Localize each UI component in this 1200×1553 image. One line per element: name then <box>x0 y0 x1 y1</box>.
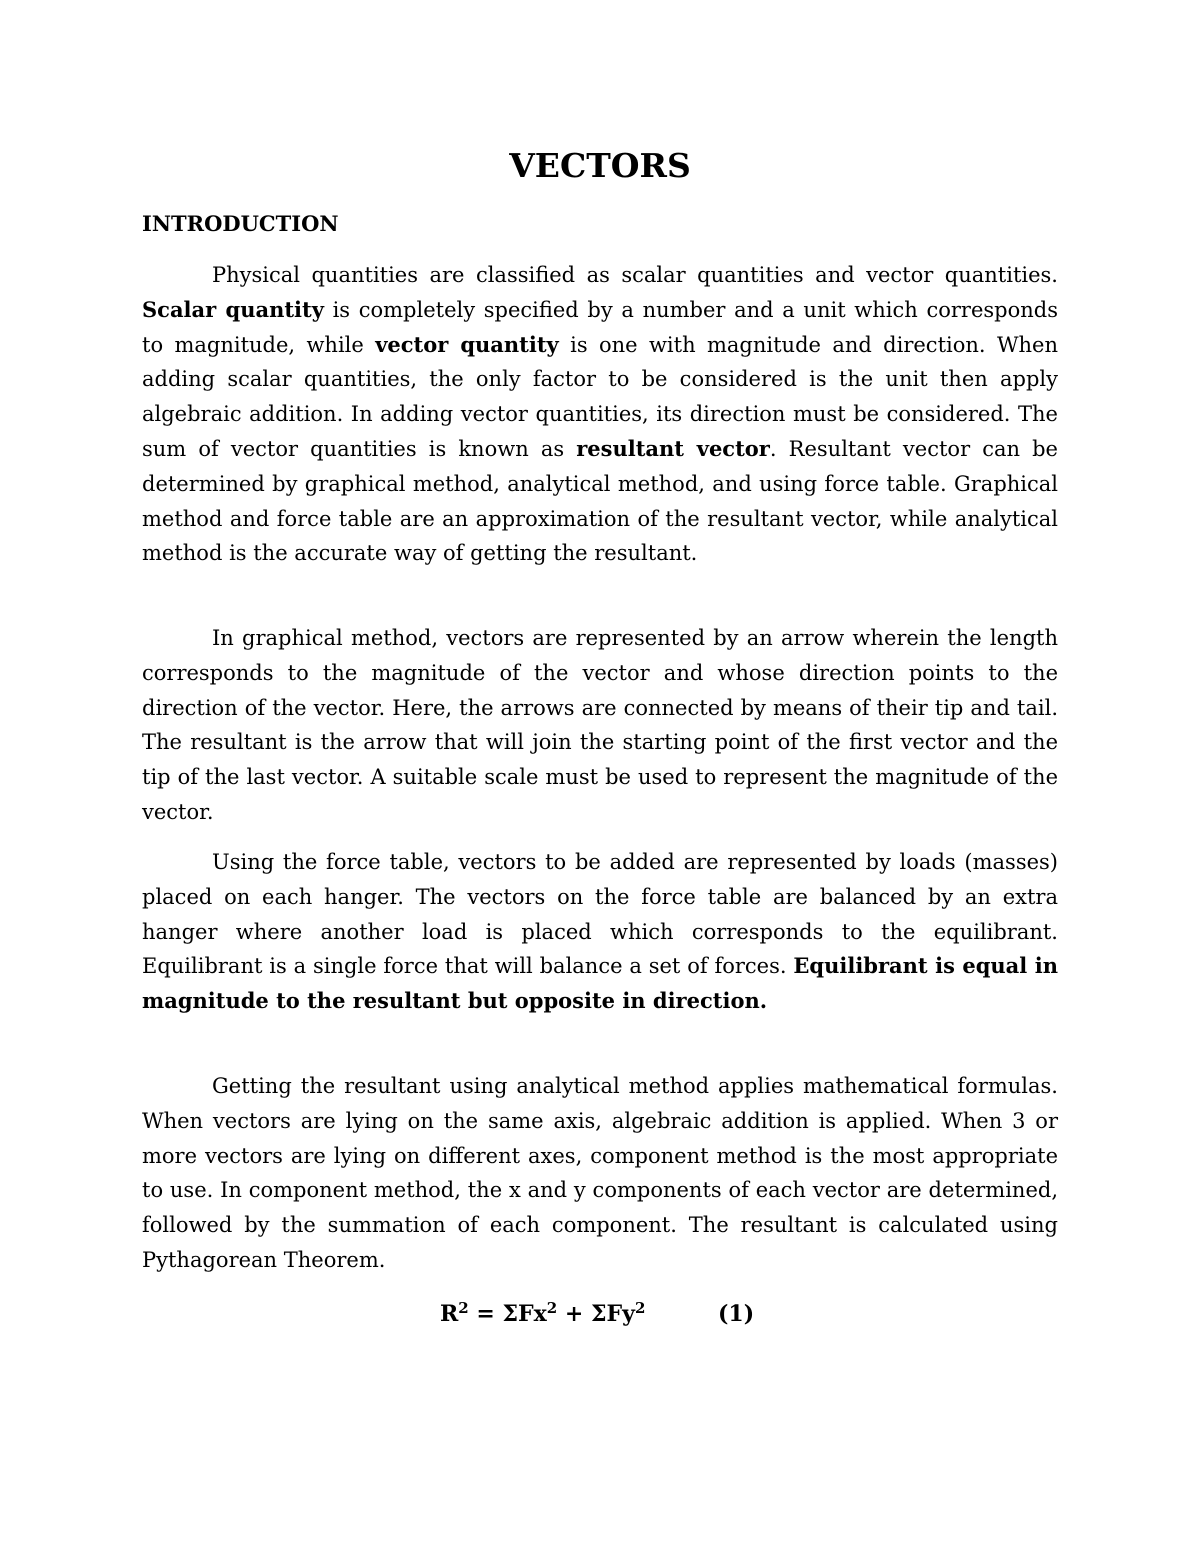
paragraph-introduction <box>142 258 1058 571</box>
equation-number: (1) <box>718 1301 755 1327</box>
equation-operator: = <box>468 1301 503 1327</box>
equation-expression <box>440 1296 645 1332</box>
text-run: is one with magnitude and direction. When adding scalar quantities, the only factor to be considered is the unit then apply algebraic addition. In adding vector quantities, its direction must be considered. The sum of vector quantities is known as <box>142 332 1058 461</box>
equation-exponent: 2 <box>634 1299 646 1317</box>
equation-exponent: 2 <box>458 1299 469 1317</box>
equation-term: ΣFx <box>502 1301 547 1327</box>
equation-term: ΣFy <box>591 1301 635 1327</box>
equation-term: R <box>440 1301 459 1327</box>
equation-operator: + <box>557 1301 591 1327</box>
section-heading: INTRODUCTION <box>142 211 339 236</box>
equation-exponent: 2 <box>546 1299 558 1317</box>
text-run: is completely specified by a number and a unit which corresponds to magnitude, while <box>142 297 1058 357</box>
bold-term-vector-quantity: vector quantity <box>375 331 559 357</box>
paragraph-force-table <box>142 845 1058 1019</box>
bold-statement-equilibrant: Equilibrant is equal in magnitude to the resultant but opposite in direction. <box>142 953 1058 1014</box>
text-run: Using the force table, vectors to be added are represented by loads (masses) placed on each hanger. The vectors on the force table are balanced by an extra hanger where another load is placed which corresponds to the equilibrant. Equilibrant is a single force that will balance a set of forces. <box>142 850 1058 979</box>
paragraph-graphical-method: In graphical method, vectors are represented by an arrow wherein the length corresponds to the magnitude of the vector and whose direction points to the direction of the vector. Here, the arrows are connected by means of their tip and tail. The resultant is the arrow that will join the starting point of the first vector and the tip of the last vector. A suitable scale must be used to represent the magnitude of the vector. <box>142 626 1058 824</box>
text-run: . Resultant vector can be determined by graphical method, analytical method, and using force table. Graphical method and force table are an approximation of the resultant vector, while analytical method is the accurate way of getting the resultant. <box>142 436 1058 566</box>
bold-term-scalar-quantity: Scalar quantity <box>142 296 324 322</box>
page-title: VECTORS <box>509 146 691 185</box>
text-run: Physical quantities are classified as scalar quantities and vector quantities. <box>212 263 1058 287</box>
bold-term-resultant-vector: resultant vector <box>576 435 770 461</box>
paragraph-analytical-method: Getting the resultant using analytical method applies mathematical formulas. When vectors are lying on the same axis, algebraic addition is applied. When 3 or more vectors are lying on different axes, component method is the most appropriate to use. In component method, the x and y components of each vector are determined, followed by the summation of each component. The resultant is calculated using Pythagorean Theorem. <box>142 1074 1058 1272</box>
